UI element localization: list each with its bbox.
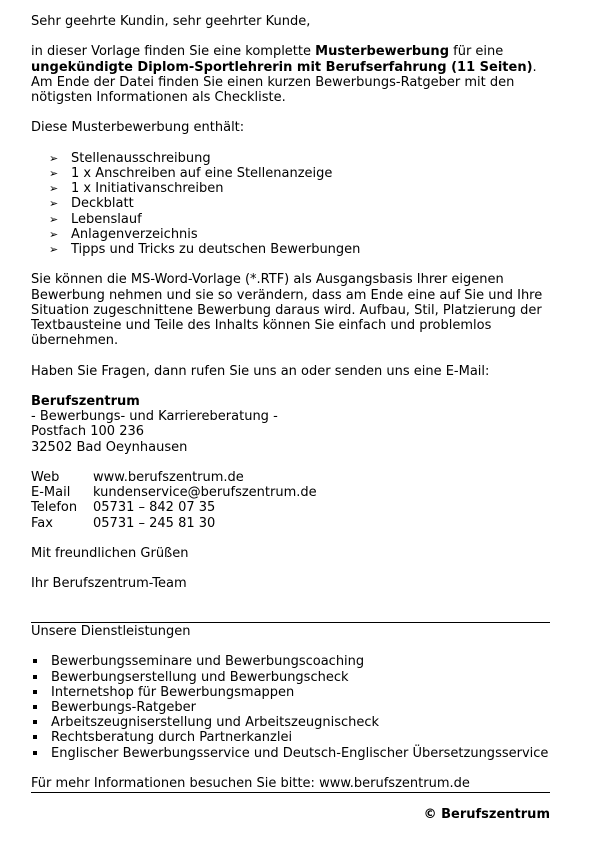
square-bullet-icon (33, 705, 37, 709)
arrow-bullet-icon: ➢ (49, 197, 59, 211)
divider (31, 622, 550, 623)
closing: Mit freundlichen Grüßen (31, 545, 189, 561)
signature: Ihr Berufszentrum-Team (31, 576, 187, 592)
square-bullet-icon (33, 675, 37, 679)
divider (31, 792, 550, 793)
company-name: Berufszentrum (31, 393, 140, 409)
contact-table (31, 470, 317, 531)
contact-row-phone (31, 500, 317, 515)
fax-value: 05731 – 245 81 30 (93, 515, 216, 531)
contact-row-fax (31, 516, 317, 531)
list-item: ➢ Lebenslauf (49, 211, 142, 227)
contact-label: E-Mail (31, 485, 71, 501)
square-bullet-icon (33, 659, 37, 663)
contents-list (31, 151, 550, 257)
contact-label: Web (31, 469, 60, 485)
intro-text-2: für eine (449, 44, 504, 60)
intro-text-1: in dieser Vorlage finden Sie eine komplette (31, 44, 316, 60)
list-item: Arbeitszeugniserstellung und Arbeitszeugnischeck (31, 715, 550, 730)
contact-row-web (31, 470, 317, 485)
contact-row-email (31, 485, 317, 500)
more-info-text: Für mehr Informationen besuchen Sie bitte: www.berufszentrum.de (31, 775, 470, 791)
list-item: ➢ 1 x Initiativanschreiben (49, 181, 224, 197)
list-item: ➢ Anlagenverzeichnis (49, 226, 198, 242)
contact-label: Fax (31, 515, 53, 531)
list-item: Bewerbungs-Ratgeber (31, 700, 550, 715)
list-item: ➢ Deckblatt (49, 196, 134, 212)
copyright: © Berufszentrum (423, 807, 550, 823)
company-subtitle: - Bewerbungs- und Karriereberatung - (31, 409, 278, 425)
arrow-bullet-icon: ➢ (49, 166, 59, 180)
square-bullet-icon (33, 720, 37, 724)
square-bullet-icon (33, 751, 37, 755)
contents-heading: Diese Musterbewerbung enthält: (31, 120, 245, 136)
questions-text: Haben Sie Fragen, dann rufen Sie uns an oder senden uns eine E-Mail: (31, 363, 490, 379)
list-item: ➢ 1 x Anschreiben auf eine Stellenanzeige (49, 165, 333, 181)
address-line-2: 32502 Bad Oeynhausen (31, 439, 188, 455)
phone-value: 05731 – 842 07 35 (93, 500, 216, 516)
email-link[interactable]: kundenservice@berufszentrum.de (93, 485, 317, 501)
web-link[interactable]: www.berufszentrum.de (93, 469, 244, 485)
square-bullet-icon (33, 735, 37, 739)
list-item: ➢ Tipps und Tricks zu deutschen Bewerbungen (49, 242, 361, 257)
greeting: Sehr geehrte Kundin, sehr geehrter Kunde, (31, 14, 311, 29)
list-item: Bewerbungserstellung und Bewerbungscheck (31, 670, 550, 685)
list-item: Bewerbungsseminare und Bewerbungscoaching (31, 654, 550, 669)
arrow-bullet-icon: ➢ (49, 243, 59, 256)
intro-bold-2: ungekündigte Diplom-Sportlehrerin mit Berufserfahrung (11 Seiten) (31, 59, 533, 75)
address-line-1: Postfach 100 236 (31, 424, 145, 440)
intro-paragraph (31, 44, 550, 105)
list-item: Internetshop für Bewerbungsmappen (31, 685, 550, 700)
arrow-bullet-icon: ➢ (49, 212, 59, 226)
contact-label: Telefon (31, 500, 78, 516)
list-item: Rechtsberatung durch Partnerkanzlei (31, 730, 550, 745)
word-template-paragraph: Sie können die MS-Word-Vorlage (*.RTF) als Ausgangsbasis Ihrer eigenen Bewerbung nehmen und sie so verändern, dass am Ende eine auf Sie und Ihre Situation zugeschnittene Bewerbung daraus wird. Aufbau, Stil, Platzierung der Textbausteine und Teile des Inhalts können Sie einfach und problemlos übernehmen. (31, 272, 543, 349)
document-page (31, 14, 550, 822)
list-item: ➢ Stellenausschreibung (49, 150, 211, 166)
arrow-bullet-icon: ➢ (49, 227, 59, 241)
arrow-bullet-icon: ➢ (49, 151, 59, 165)
arrow-bullet-icon: ➢ (49, 182, 59, 196)
services-heading: Unsere Dienstleistungen (31, 623, 191, 639)
intro-text-3: . Am Ende der Datei finden Sie einen kurzen Bewerbungs-Ratgeber mit den nötigsten Informationen als Checkliste. (31, 59, 537, 105)
intro-bold-1: Musterbewerbung (315, 44, 449, 60)
list-item: Englischer Bewerbungsservice und Deutsch-Englischer Übersetzungsservice (31, 746, 550, 761)
square-bullet-icon (33, 690, 37, 694)
services-list (31, 654, 550, 760)
